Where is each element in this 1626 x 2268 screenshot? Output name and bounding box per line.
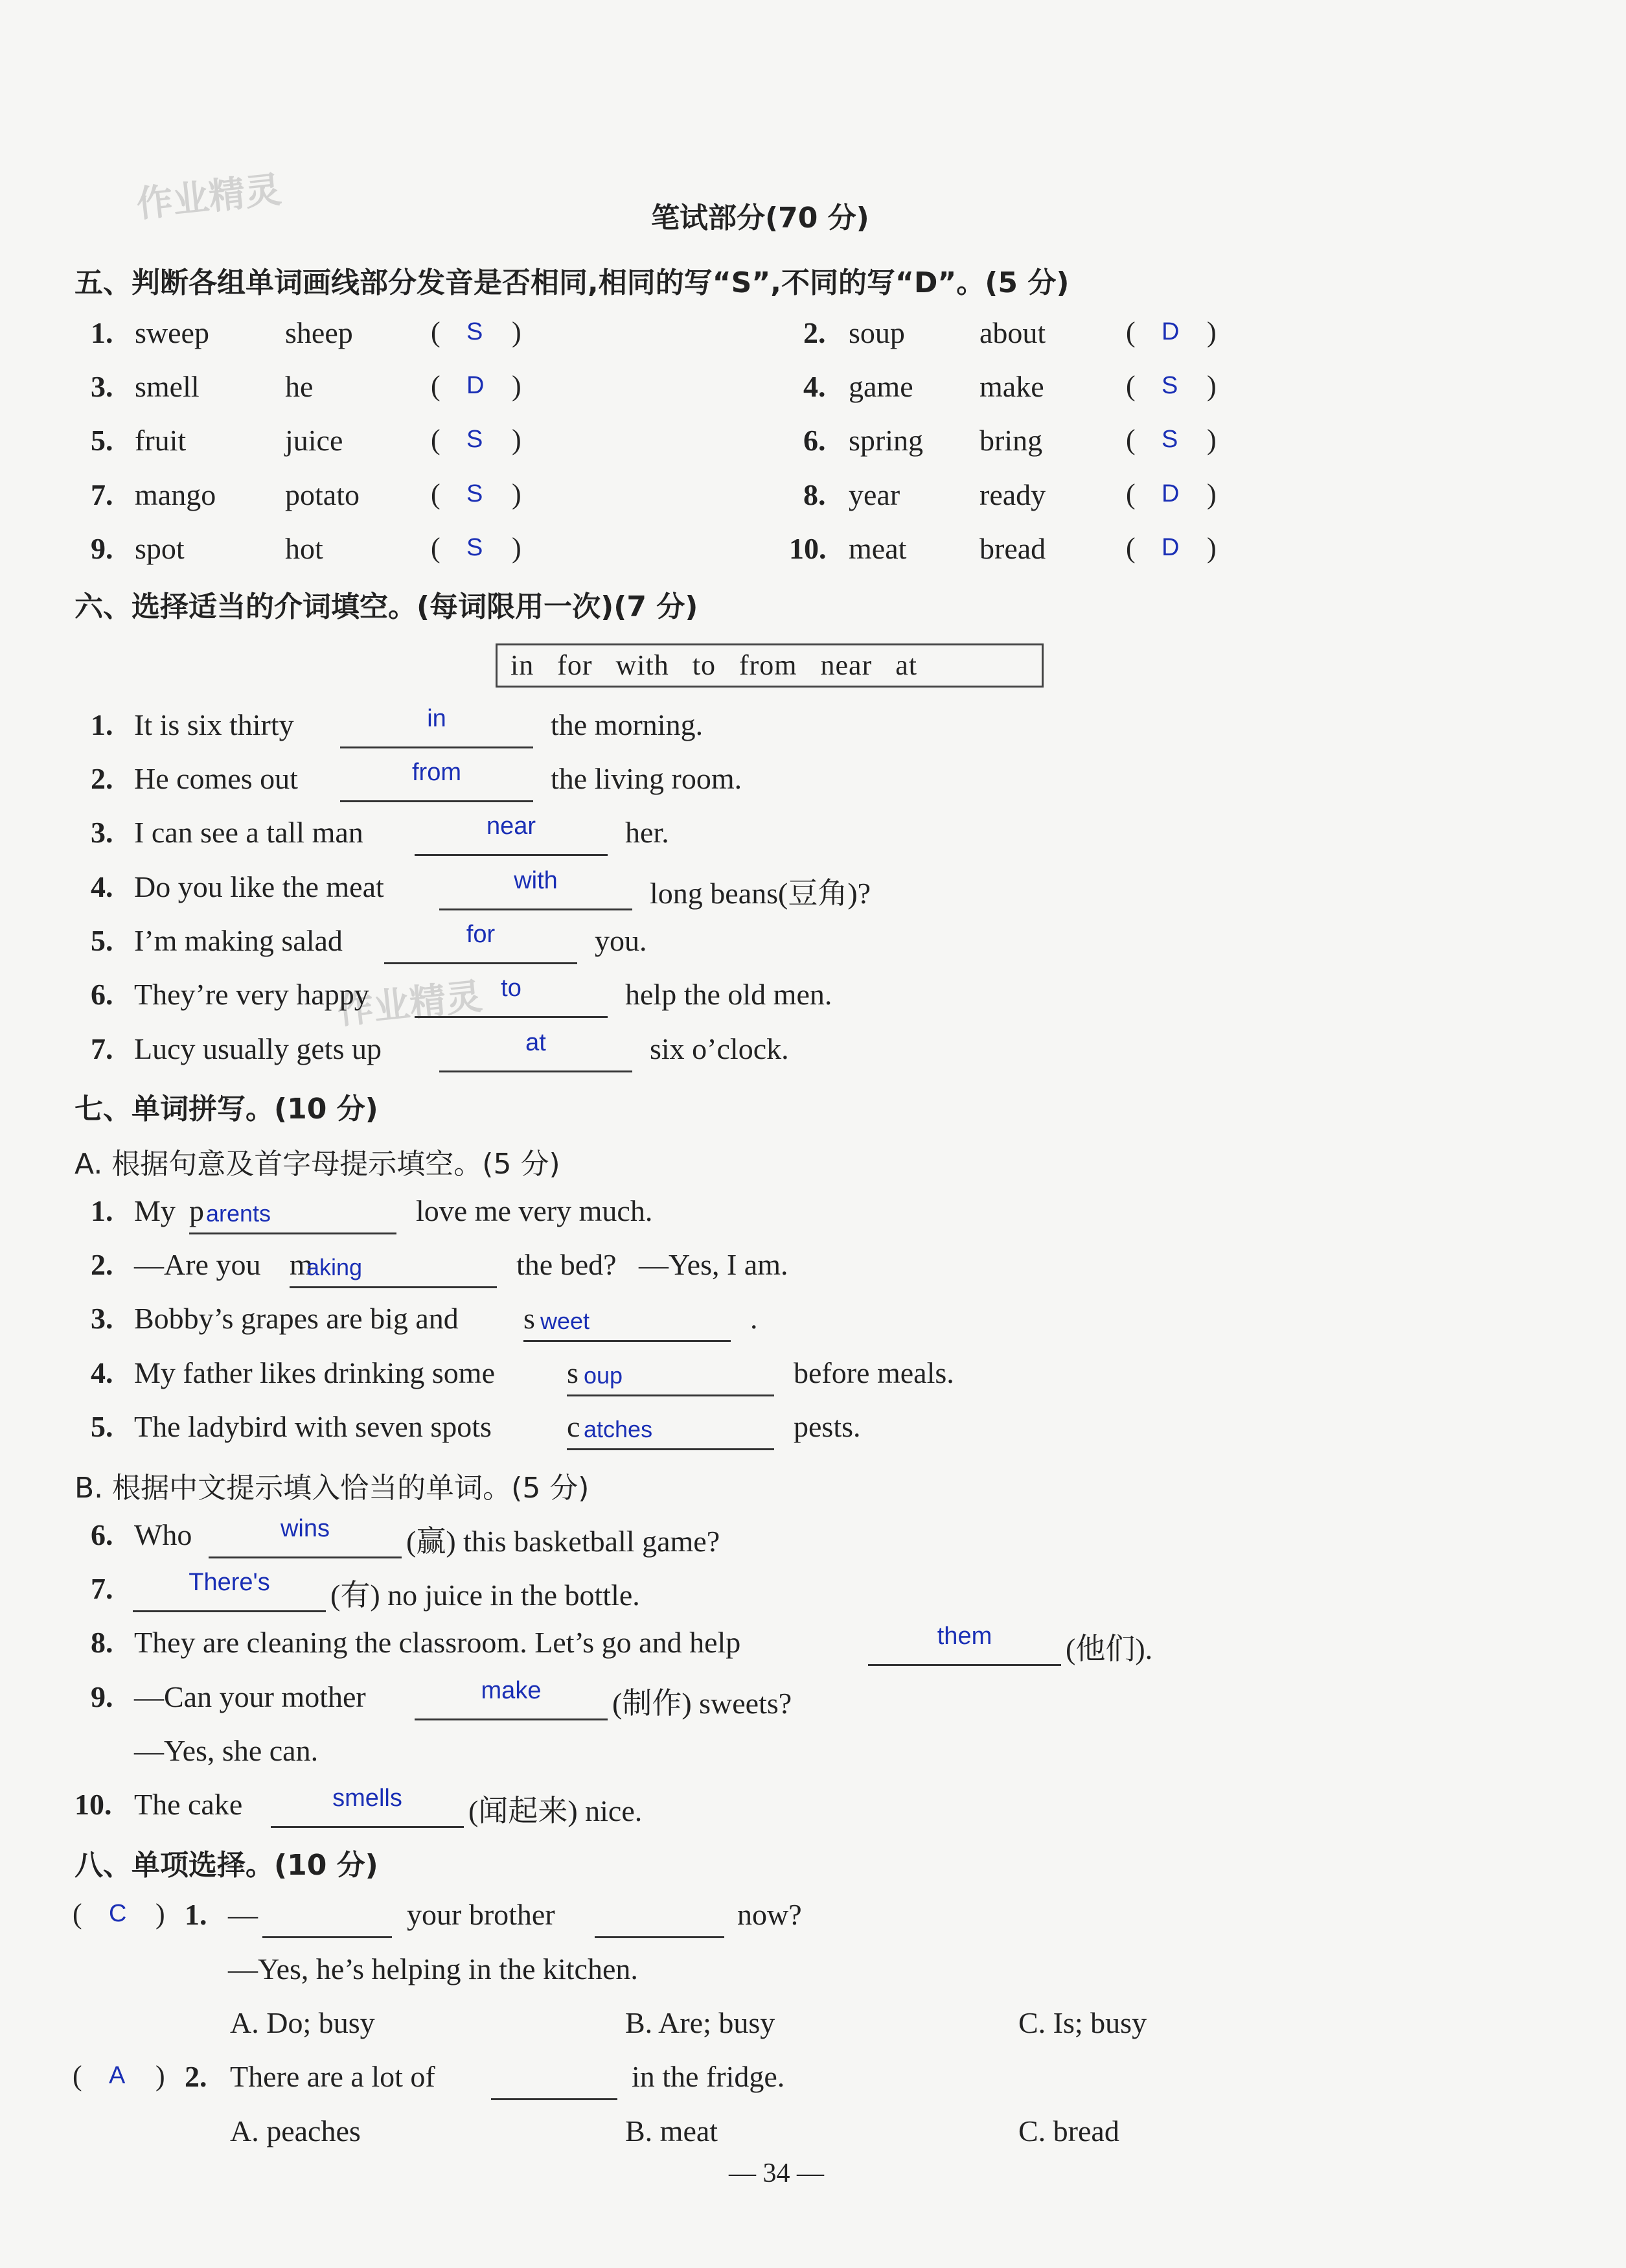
question-text: There are a lot of <box>230 2060 435 2093</box>
sentence-start: I’m making salad <box>134 924 343 957</box>
item-number: 1. <box>91 708 113 741</box>
answer-bracket-close: ) <box>1207 424 1217 456</box>
word-1: sweep <box>135 316 209 349</box>
item-number: 3. <box>91 1302 113 1335</box>
choice-bracket: ( <box>73 1898 82 1930</box>
answer-bracket-close: ) <box>1207 532 1217 564</box>
filled-answer: There's <box>189 1569 270 1596</box>
first-letter-hint: s <box>523 1302 535 1335</box>
word-1: smell <box>135 370 200 403</box>
word-2: juice <box>285 424 343 457</box>
sentence-end: (他们). <box>1066 1632 1153 1665</box>
item-number: 5. <box>91 424 113 457</box>
item-number: 2. <box>91 762 113 795</box>
sentence-start: Lucy usually gets up <box>134 1032 382 1065</box>
section-title: 笔试部分(70 分) <box>651 202 869 235</box>
answer-mark: S <box>1162 426 1178 453</box>
answer-blank[interactable] <box>340 746 533 748</box>
filled-answer: atches <box>584 1416 653 1442</box>
item-number: 7. <box>91 1032 113 1065</box>
answer-blank[interactable] <box>384 962 577 964</box>
sentence-end: (制作) sweets? <box>612 1687 792 1720</box>
sentence-start: The ladybird with seven spots <box>134 1410 492 1443</box>
watermark: 作业精灵 <box>134 168 284 226</box>
page-number: — 34 — <box>729 2158 824 2188</box>
sentence-end: the bed? —Yes, I am. <box>516 1248 788 1281</box>
answer-blank[interactable] <box>595 1936 724 1938</box>
question-text: — <box>228 1898 258 1931</box>
answer-mark: D <box>1162 318 1180 345</box>
sentence-start: Do you like the meat <box>134 870 384 903</box>
item-number: 5. <box>91 1410 113 1443</box>
item-number: 4. <box>91 1356 113 1389</box>
word-1: year <box>849 478 900 511</box>
word-2: ready <box>979 478 1046 511</box>
first-letter-hint: m <box>290 1248 313 1281</box>
answer-bracket-open: ( <box>431 316 441 348</box>
word-2: he <box>285 370 314 403</box>
preposition-word-box: in for with to from near at <box>496 643 1044 688</box>
answer-mark: D <box>1162 480 1180 507</box>
filled-answer: oup <box>584 1362 623 1389</box>
filled-answer: for <box>466 921 496 948</box>
section-7b-heading: B. 根据中文提示填入恰当的单词。(5 分) <box>74 1472 590 1505</box>
filled-answer: wins <box>280 1515 330 1542</box>
filled-answer: make <box>481 1677 542 1704</box>
filled-answer: them <box>937 1623 992 1650</box>
answer-bracket-open: ( <box>431 424 441 456</box>
item-number: 7. <box>91 478 113 511</box>
sentence-start: Bobby’s grapes are big and <box>134 1302 459 1335</box>
word-1: spring <box>849 424 923 457</box>
item-number: 10. <box>74 1788 112 1821</box>
answer-bracket-open: ( <box>431 478 441 510</box>
answer-blank[interactable] <box>415 1016 608 1018</box>
option-b[interactable]: B. Are; busy <box>625 2006 775 2039</box>
choice-answer: A <box>109 2062 126 2089</box>
answer-blank[interactable] <box>415 854 608 856</box>
sentence-start: They are cleaning the classroom. Let’s go and help <box>134 1626 741 1659</box>
answer-blank[interactable] <box>491 2098 617 2100</box>
answer-bracket-close: ) <box>512 370 521 402</box>
word-2: bread <box>979 532 1046 565</box>
option-c[interactable]: C. bread <box>1018 2114 1119 2147</box>
choice-bracket: ) <box>155 2060 165 2092</box>
question-number: 1. <box>185 1898 207 1931</box>
answer-bracket-close: ) <box>512 316 521 348</box>
filled-answer: to <box>501 975 521 1002</box>
item-number: 8. <box>803 478 826 511</box>
answer-blank[interactable] <box>340 800 533 802</box>
question-text: your brother <box>407 1898 555 1931</box>
answer-blank[interactable] <box>523 1340 731 1342</box>
question-text: —Yes, he’s helping in the kitchen. <box>228 1952 638 1985</box>
answer-mark: S <box>466 318 483 345</box>
word-2: hot <box>285 532 323 565</box>
sentence-start: My father likes drinking some <box>134 1356 496 1389</box>
sentence-end: the morning. <box>551 708 704 741</box>
sentence-start: The cake <box>134 1788 243 1821</box>
item-number: 6. <box>803 424 826 457</box>
sentence-end: long beans(豆角)? <box>650 877 871 910</box>
answer-bracket-close: ) <box>1207 478 1217 510</box>
sentence-start: —Can your mother <box>134 1680 366 1713</box>
answer-blank[interactable] <box>189 1232 396 1234</box>
answer-mark: D <box>466 372 485 399</box>
answer-blank[interactable] <box>567 1448 774 1450</box>
answer-bracket-open: ( <box>1126 424 1136 456</box>
answer-mark: S <box>466 426 483 453</box>
section-5-heading: 五、判断各组单词画线部分发音是否相同,相同的写“S”,不同的写“D”。(5 分) <box>74 266 1070 299</box>
answer-bracket-open: ( <box>1126 532 1136 564</box>
word-2: potato <box>285 478 360 511</box>
sentence-start: I can see a tall man <box>134 816 363 849</box>
choice-bracket: ) <box>155 1898 165 1930</box>
item-number: 7. <box>91 1572 113 1605</box>
answer-blank[interactable] <box>439 908 632 910</box>
item-number: 8. <box>91 1626 113 1659</box>
option-a[interactable]: A. Do; busy <box>230 2006 375 2039</box>
watermark: 作业精灵 <box>335 975 485 1033</box>
option-a[interactable]: A. peaches <box>230 2114 361 2147</box>
question-number: 2. <box>185 2060 207 2093</box>
filled-answer: arents <box>206 1200 271 1227</box>
word-1: fruit <box>135 424 187 457</box>
question-text: now? <box>737 1898 802 1931</box>
item-number: 3. <box>91 816 113 849</box>
filled-answer: at <box>525 1029 546 1056</box>
answer-bracket-close: ) <box>512 532 521 564</box>
sentence-end: the living room. <box>551 762 742 795</box>
answer-blank[interactable] <box>439 1070 632 1072</box>
choice-bracket: ( <box>73 2060 82 2092</box>
filled-answer: weet <box>540 1308 590 1334</box>
sentence-end: her. <box>625 816 669 849</box>
item-number: 2. <box>803 316 826 349</box>
answer-bracket-open: ( <box>1126 370 1136 402</box>
question-text: in the fridge. <box>632 2060 785 2093</box>
sentence-start: Who <box>134 1518 192 1551</box>
sentence-end: pests. <box>794 1410 861 1443</box>
section-7a-heading: A. 根据句意及首字母提示填空。(5 分) <box>74 1148 560 1181</box>
filled-answer: near <box>486 813 536 840</box>
sentence-end: (赢) this basketball game? <box>406 1525 720 1558</box>
sentence-end: you. <box>595 924 647 957</box>
section-7-heading: 七、单词拼写。(10 分) <box>74 1093 378 1126</box>
first-letter-hint: p <box>189 1194 204 1227</box>
answer-mark: D <box>1162 534 1180 561</box>
filled-answer: in <box>427 705 446 732</box>
sentence-end: six o’clock. <box>650 1032 789 1065</box>
option-c[interactable]: C. Is; busy <box>1018 2006 1147 2039</box>
answer-bracket-close: ) <box>512 478 521 510</box>
section-6-heading: 六、选择适当的介词填空。(每词限用一次)(7 分) <box>74 590 698 623</box>
answer-mark: S <box>1162 372 1178 399</box>
word-2: about <box>979 316 1046 349</box>
item-number: 1. <box>91 1194 113 1227</box>
answer-blank[interactable] <box>415 1718 608 1720</box>
option-b[interactable]: B. meat <box>625 2114 718 2147</box>
sentence-start: He comes out <box>134 762 298 795</box>
sentence-end: love me very much. <box>416 1194 653 1227</box>
item-number: 9. <box>91 1680 113 1713</box>
answer-line: —Yes, she can. <box>134 1734 319 1767</box>
item-number: 4. <box>91 870 113 903</box>
answer-bracket-open: ( <box>1126 478 1136 510</box>
sentence-end: (有) no juice in the bottle. <box>330 1579 640 1612</box>
item-number: 10. <box>789 532 827 565</box>
answer-blank[interactable] <box>133 1610 326 1612</box>
answer-blank[interactable] <box>262 1936 392 1938</box>
answer-bracket-open: ( <box>431 532 441 564</box>
item-number: 4. <box>803 370 826 403</box>
word-1: mango <box>135 478 216 511</box>
item-number: 3. <box>91 370 113 403</box>
item-number: 6. <box>91 1518 113 1551</box>
sentence-start: It is six thirty <box>134 708 294 741</box>
answer-bracket-close: ) <box>1207 316 1217 348</box>
answer-blank[interactable] <box>567 1394 774 1396</box>
answer-bracket-close: ) <box>512 424 521 456</box>
word-2: make <box>979 370 1044 403</box>
word-1: soup <box>849 316 905 349</box>
answer-blank[interactable] <box>271 1826 464 1828</box>
item-number: 1. <box>91 316 113 349</box>
word-2: bring <box>979 424 1043 457</box>
sentence-start: —Are you <box>134 1248 261 1281</box>
item-number: 9. <box>91 532 113 565</box>
sentence-end: (闻起来) nice. <box>468 1794 643 1827</box>
sentence-start: They’re very happy <box>134 978 369 1011</box>
answer-blank[interactable] <box>209 1556 402 1558</box>
word-1: spot <box>135 532 185 565</box>
filled-answer: aking <box>306 1254 363 1280</box>
first-letter-hint: c <box>567 1410 580 1443</box>
word-1: game <box>849 370 913 403</box>
answer-bracket-open: ( <box>1126 316 1136 348</box>
choice-answer: C <box>109 1900 127 1927</box>
sentence-end: . <box>750 1302 758 1335</box>
filled-answer: smells <box>332 1785 402 1812</box>
answer-blank[interactable] <box>290 1286 497 1288</box>
sentence-end: help the old men. <box>625 978 832 1011</box>
sentence-start: My <box>134 1194 176 1227</box>
sentence-end: before meals. <box>794 1356 954 1389</box>
word-2: sheep <box>285 316 353 349</box>
filled-answer: from <box>412 759 461 786</box>
item-number: 2. <box>91 1248 113 1281</box>
answer-mark: S <box>466 534 483 561</box>
first-letter-hint: s <box>567 1356 578 1389</box>
answer-blank[interactable] <box>868 1664 1061 1666</box>
item-number: 5. <box>91 924 113 957</box>
answer-bracket-open: ( <box>431 370 441 402</box>
filled-answer: with <box>514 867 558 894</box>
answer-bracket-close: ) <box>1207 370 1217 402</box>
item-number: 6. <box>91 978 113 1011</box>
word-1: meat <box>849 532 907 565</box>
answer-mark: S <box>466 480 483 507</box>
section-8-heading: 八、单项选择。(10 分) <box>74 1849 378 1882</box>
